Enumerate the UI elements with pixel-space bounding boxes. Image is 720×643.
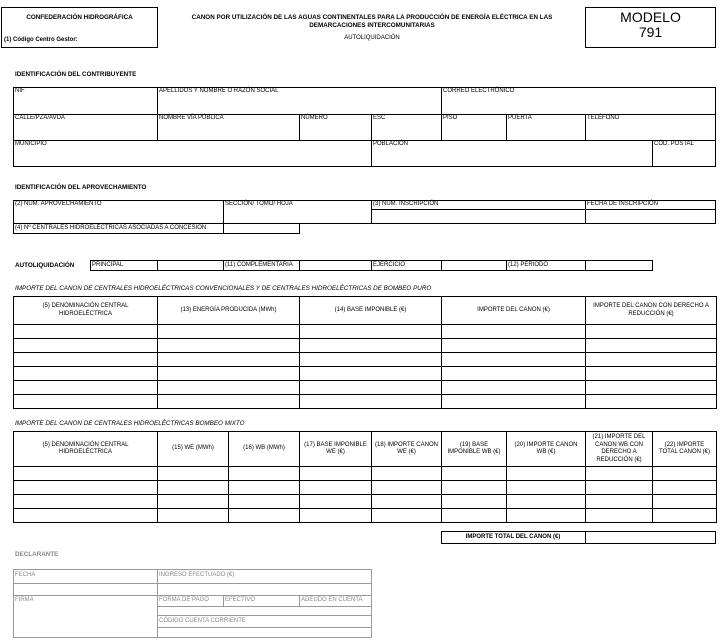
header-subtitle: AUTOLIQUIDACIÓN bbox=[344, 35, 400, 41]
tabla2-header-cell: (20) IMPORTE CANON WB (€) bbox=[507, 432, 586, 467]
piso-label: PISO bbox=[443, 115, 458, 121]
numero-label: NÚMERO bbox=[301, 115, 328, 121]
table-row bbox=[14, 381, 717, 395]
tabla1-header-cell: IMPORTE DEL CANON CON DERECHO A REDUCCIÓN (€) bbox=[586, 297, 717, 325]
table-row bbox=[14, 367, 717, 381]
total-input[interactable] bbox=[587, 532, 714, 543]
tabla2-header-cell: (5) DENOMINACIÓN CENTRAL HIDROELÉCTRICA bbox=[14, 432, 158, 467]
complementaria-label: (11) COMPLEMENTARIA bbox=[225, 262, 293, 268]
tabla1-heading: IMPORTE DEL CANON DE CENTRALES HIDROELÉCTRICAS CONVENCIONALES Y DE CENTRALES HIDROELÉCTRICAS DE BOMBEO PURO bbox=[15, 285, 432, 292]
telefono-label: TELÉFONO bbox=[587, 115, 620, 121]
tabla1-header-cell: (5) DENOMINACIÓN CENTRAL HIDROELÉCTRICA bbox=[14, 297, 158, 325]
header-title: CANON POR UTILIZACIÓN DE LAS AGUAS CONTINENTALES PARA LA PRODUCCIÓN DE ENERGÍA ELÉCTRICA EN LAS DEMARCACIONES INTERCOMUNITARIAS bbox=[191, 14, 553, 29]
esc-label: ESC bbox=[373, 115, 386, 121]
efectivo-option[interactable]: EFECTIVO bbox=[225, 597, 256, 603]
tabla2-header-cell: (19) BASE IMPONIBLE WB (€) bbox=[442, 432, 507, 467]
poblacion-label: POBLACIÓN bbox=[373, 141, 409, 147]
nif-label: NIF bbox=[15, 88, 25, 94]
table-row bbox=[14, 467, 717, 481]
contribuyente-grid bbox=[13, 87, 716, 167]
aprovechamiento-heading: IDENTIFICACIÓN DEL APROVECHAMIENTO bbox=[15, 184, 147, 191]
autoliquidacion-label: AUTOLIQUIDACIÓN bbox=[15, 262, 75, 269]
principal-label: PRINCIPAL bbox=[92, 262, 124, 268]
fecha-inscripcion-label: FECHA DE INSCRIPCIÓN bbox=[587, 201, 659, 207]
contribuyente-heading: IDENTIFICACIÓN DEL CONTRIBUYENTE bbox=[15, 71, 137, 78]
inscripcion-label: (3) NUM. INSCRIPCIÓN bbox=[373, 201, 439, 207]
municipio-label: MUNICIPIO bbox=[15, 141, 47, 147]
table-row bbox=[14, 509, 717, 523]
adeudo-option[interactable]: ADEUDO EN CUENTA bbox=[301, 597, 363, 603]
table-row bbox=[14, 495, 717, 509]
correo-label: CORREO ELECTRÓNICO bbox=[443, 88, 515, 94]
seccion-label: SECCIÓN/ TOMO/ HOJA bbox=[225, 201, 293, 207]
tabla1-header-cell: IMPORTE DEL CANON (€) bbox=[442, 297, 586, 325]
tabla1 bbox=[13, 296, 717, 409]
table-row bbox=[14, 339, 717, 353]
nombre-label: APELLIDOS Y NOMBRE O RAZÓN SOCIAL bbox=[159, 88, 279, 94]
periodo-label: (12) PERIODO bbox=[508, 262, 549, 268]
tabla2-header-cell: (22) IMPORTE TOTAL CANON (€) bbox=[653, 432, 717, 467]
table-row bbox=[14, 325, 717, 339]
table-row bbox=[14, 395, 717, 409]
calle-label: CALLE/PZA/AVDA bbox=[15, 115, 65, 121]
cod-postal-label: CÓD. POSTAL bbox=[654, 141, 694, 147]
forma-pago-label: FORMA DE PAGO bbox=[159, 597, 209, 603]
modelo-label: MODELO bbox=[620, 9, 681, 25]
header-centro-gestor: (1) Código Centro Gestor: bbox=[4, 37, 78, 43]
via-label: NOMBRE VÍA PÚBLICA bbox=[159, 115, 224, 121]
modelo-number: 791 bbox=[638, 24, 663, 40]
declarante-heading: DECLARANTE bbox=[15, 551, 59, 558]
fecha-label: FECHA bbox=[15, 572, 36, 578]
num-aprovechamiento-label: (2) NUM. APROVECHAMIENTO bbox=[15, 201, 102, 207]
firma-label: FIRMA bbox=[15, 597, 34, 603]
tabla2-header-cell: (21) IMPORTE DEL CANON WB CON DERECHO A REDUCCIÓN (€) bbox=[586, 432, 653, 467]
centrales-label: (4) Nº CENTRALES HIDROELÉCTRICAS ASOCIADAS A CONCESIÓN bbox=[15, 225, 207, 231]
tabla2-header-cell: (15) WE (MWh) bbox=[158, 432, 229, 467]
table-row bbox=[14, 353, 717, 367]
tabla2-heading: IMPORTE DEL CANON DE CENTRALES HIDROELÉCTRICAS BOMBEO MIXTO bbox=[15, 420, 245, 427]
ejercicio-label: EJERCICIO bbox=[373, 262, 406, 268]
ingreso-label: INGRESO EFECTUADO (€) bbox=[159, 572, 235, 578]
tabla2 bbox=[13, 431, 717, 523]
header-org: CONFEDERACIÓN HIDROGRÁFICA bbox=[26, 14, 133, 21]
puerta-label: PUERTA bbox=[508, 115, 532, 121]
cuenta-label: CÓDIGO CUENTA CORRIENTE bbox=[159, 618, 246, 624]
table-row bbox=[14, 481, 717, 495]
tabla2-header-cell: (17) BASE IMPONIBLE WE (€) bbox=[300, 432, 372, 467]
total-label: IMPORTE TOTAL DEL CANON (€) bbox=[465, 534, 561, 540]
tabla1-header-cell: (13) ENERGÍA PRODUCIDA (MWh) bbox=[158, 297, 300, 325]
tabla1-header-cell: (14) BASE IMPONIBLE (€) bbox=[300, 297, 442, 325]
tabla2-header-cell: (18) IMPORTE CANON WE (€) bbox=[372, 432, 442, 467]
tabla2-header-cell: (16) WB (MWh) bbox=[229, 432, 300, 467]
